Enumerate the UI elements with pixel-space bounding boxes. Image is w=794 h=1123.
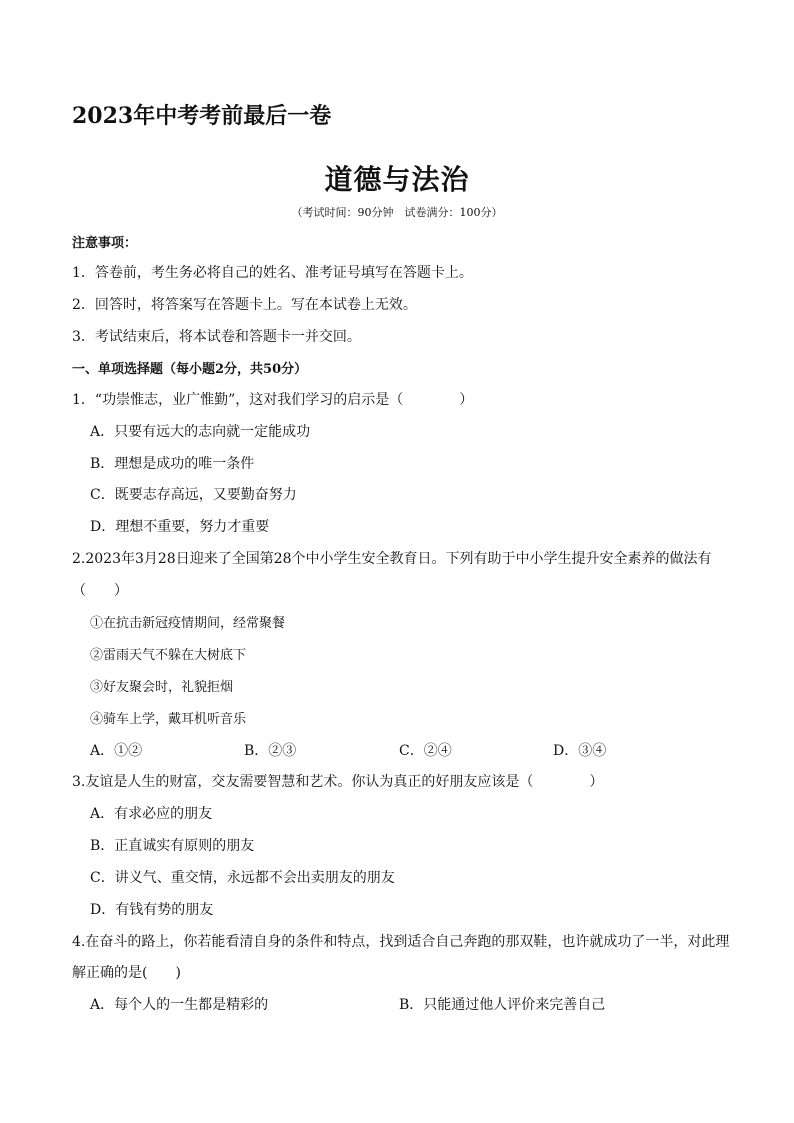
question-stem: 2.2023年3月28日迎来了全国第28个中小学生安全教育日。下列有助于中小学生提升安全素养的做法有 — [72, 551, 712, 567]
exam-meta: （考试时间：90分钟 试卷满分：100分） — [291, 206, 503, 219]
option-c: C．既要志存高远，又要勤奋努力 — [90, 487, 297, 503]
option-a: A．有求必应的朋友 — [90, 806, 213, 822]
option-c: C．讲义气、重交情，永远都不会出卖朋友的朋友 — [90, 870, 395, 886]
option-d: D．有钱有势的朋友 — [90, 902, 214, 918]
question-stem-cont: （ ） — [72, 583, 128, 599]
option-d: D．③④ — [553, 743, 607, 759]
subject-title: 道德与法治 — [324, 163, 470, 196]
statement-item: ③好友聚会时，礼貌拒烟 — [90, 680, 234, 695]
statement-item: ①在抗击新冠疫情期间，经常聚餐 — [90, 616, 286, 631]
question-stem: 3.友谊是人生的财富，交友需要智慧和艺术。你认为真正的好朋友应该是（ ） — [72, 774, 604, 790]
statement-item: ④骑车上学，戴耳机听音乐 — [90, 712, 247, 727]
question-stem: 1．“功崇惟志，业广惟勤”，这对我们学习的启示是（ ） — [72, 392, 474, 408]
option-b: B．正直诚实有原则的朋友 — [90, 838, 255, 854]
option-d: D．理想不重要，努力才重要 — [90, 519, 270, 535]
notice-item: 1．答卷前，考生务必将自己的姓名、准考证号填写在答题卡上。 — [72, 265, 473, 281]
exam-label: 2023年中考考前最后一卷 — [72, 103, 332, 129]
option-a: A．每个人的一生都是精彩的 — [90, 997, 269, 1013]
option-c: C．②④ — [399, 743, 452, 759]
question-stem: 4.在奋斗的路上，你若能看清自身的条件和特点，找到适合自己奔跑的那双鞋，也许就成功了一半，对此理 — [72, 934, 730, 950]
option-b: B．理想是成功的唯一条件 — [90, 456, 255, 472]
option-b: B．只能通过他人评价来完善自己 — [399, 997, 606, 1013]
question-stem-cont: 解正确的是( ) — [72, 965, 181, 981]
section-title: 一、单项选择题（每小题2分，共50分） — [72, 362, 308, 377]
option-b: B．②③ — [244, 743, 297, 759]
notice-item: 2．回答时，将答案写在答题卡上。写在本试卷上无效。 — [72, 297, 417, 313]
statement-item: ②雷雨天气不躲在大树底下 — [90, 648, 247, 663]
option-a: A．只要有远大的志向就一定能成功 — [90, 424, 311, 440]
notice-title: 注意事项： — [72, 236, 138, 251]
notice-item: 3．考试结束后，将本试卷和答题卡一并交回。 — [72, 329, 361, 345]
option-a: A．①② — [90, 743, 143, 759]
